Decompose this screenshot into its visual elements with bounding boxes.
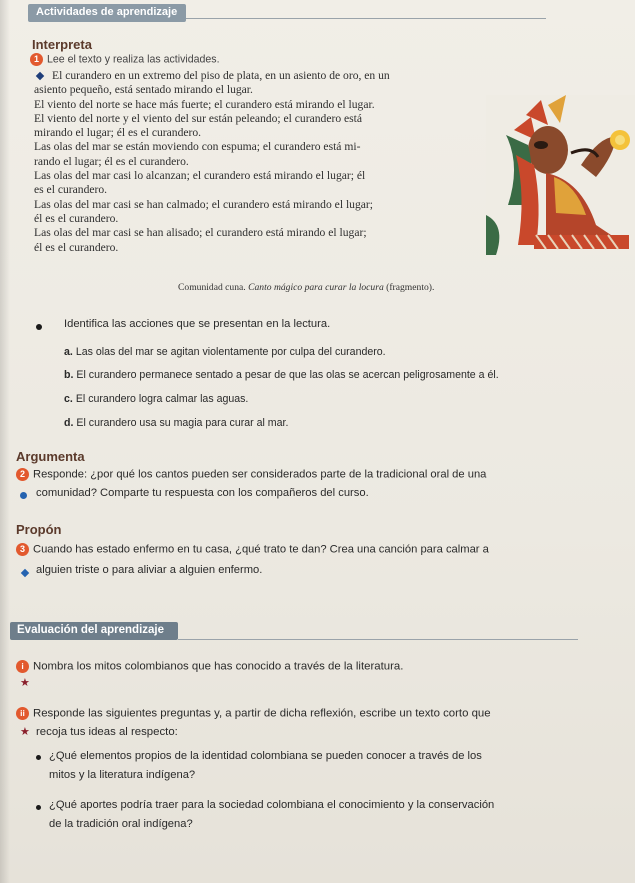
item-ii-number: ii (16, 707, 29, 720)
option-letter: b. (64, 369, 74, 381)
blue-bullet-icon (20, 492, 27, 499)
poem-line: rando el lugar; él es el curandero. (34, 154, 189, 168)
poem-line: es el curandero. (34, 183, 108, 197)
bullet-icon (36, 805, 41, 810)
propon-title: Propón (16, 522, 62, 537)
sub-question-2-line2: de la tradición oral indígena? (49, 818, 193, 830)
credit-title: Canto mágico para curar la locura (248, 282, 384, 293)
poem-line: Las olas del mar casi se han calmado; el curandero está mirando el lugar; (34, 197, 373, 211)
evaluation-item-ii (16, 707, 491, 720)
option-text: El curandero logra calmar las aguas. (75, 393, 249, 405)
evaluation-divider (178, 639, 578, 640)
evaluation-header-bar (10, 622, 178, 640)
poem-text (34, 69, 474, 255)
option-d (64, 417, 288, 429)
interpreta-title: Interpreta (32, 37, 92, 52)
question-3-number: 3 (16, 543, 29, 556)
item-ii-text-2: recoja tus ideas al respecto: (36, 726, 178, 738)
poem-line: él es el curandero. (34, 240, 119, 254)
option-letter: d. (64, 417, 74, 429)
poem-line: El viento del norte y el viento del sur están peleando; el curandero está (34, 111, 363, 125)
page-fold-shadow (0, 0, 10, 883)
argumenta-title: Argumenta (16, 449, 85, 464)
option-text: El curandero usa su magia para curar al mar. (76, 417, 289, 429)
poem-line: El viento del norte se hace más fuerte; el curandero está mirando el lugar. (34, 97, 375, 111)
sub-question-1-line1: ¿Qué elementos propios de la identidad colombiana se pueden conocer a través de los (49, 750, 482, 762)
section-header-bar (28, 4, 186, 22)
argumenta-text-1: Responde: ¿por qué los cantos pueden ser considerados parte de la tradicional oral de una (33, 468, 487, 481)
propon-text-1: Cuando has estado enfermo en tu casa, ¿qué trato te dan? Crea una canción para calmar a (33, 543, 489, 556)
section-header-label: Actividades de aprendizaje (36, 6, 178, 18)
bullet-icon (36, 755, 41, 760)
poem-line: asiento pequeño, está sentado mirando el lugar. (34, 83, 253, 97)
argumenta-text-2: comunidad? Comparte tu respuesta con los compañeros del curso. (36, 487, 369, 499)
bullet-icon (36, 324, 42, 330)
healer-illustration (486, 95, 635, 255)
option-text: El curandero permanece sentado a pesar de que las olas se acercan peligrosamente a él. (76, 369, 499, 381)
poem-line: El curandero en un extremo del piso de plata, en un asiento de oro, en un (52, 69, 390, 82)
star-icon: ★ (20, 677, 30, 689)
identify-prompt: Identifica las acciones que se presentan en la lectura. (64, 318, 331, 330)
poem-line: mirando el lugar; él es el curandero. (34, 126, 202, 140)
poem-line: Las olas del mar casi lo alcanzan; el curandero está mirando el lugar; él (34, 169, 366, 183)
evaluation-header-label: Evaluación del aprendizaje (17, 624, 164, 636)
credit-source: Comunidad cuna. (178, 282, 246, 293)
question-1-number: 1 (30, 53, 43, 66)
question-1 (30, 53, 220, 66)
poem-line: Las olas del mar casi se han alisado; el curandero está mirando el lugar; (34, 226, 367, 240)
credit-note: (fragmento). (386, 282, 435, 293)
option-letter: a. (64, 346, 73, 358)
sub-question-1-line2: mitos y la literatura indígena? (49, 769, 196, 781)
item-i-text: Nombra los mitos colombianos que has conocido a través de la literatura. (33, 660, 404, 673)
option-c (64, 393, 248, 405)
star-icon: ★ (20, 726, 30, 738)
option-b (64, 369, 499, 381)
option-letter: c. (64, 393, 73, 405)
argumenta-question-line1 (16, 468, 486, 481)
question-2-number: 2 (16, 468, 29, 481)
evaluation-item-i (16, 660, 403, 673)
poem-credit (178, 282, 434, 293)
option-a (64, 346, 386, 358)
sub-question-2-line1: ¿Qué aportes podría traer para la sociedad colombiana el conocimiento y la conservación (49, 799, 495, 811)
question-1-text: Lee el texto y realiza las actividades. (47, 53, 220, 66)
poem-line: Las olas del mar se están moviendo con espuma; el curandero está mi- (34, 140, 361, 154)
propon-text-2: alguien triste o para aliviar a alguien enfermo. (36, 564, 263, 576)
item-i-number: i (16, 660, 29, 673)
propon-question-line1 (16, 543, 489, 556)
diamond-bullet-icon (21, 569, 29, 577)
option-text: Las olas del mar se agitan violentamente por culpa del curandero. (75, 346, 386, 358)
poem-line: él es el curandero. (34, 211, 119, 225)
item-ii-text-1: Responde las siguientes preguntas y, a partir de dicha reflexión, escribe un texto corto que (33, 707, 491, 720)
header-divider (186, 18, 546, 19)
